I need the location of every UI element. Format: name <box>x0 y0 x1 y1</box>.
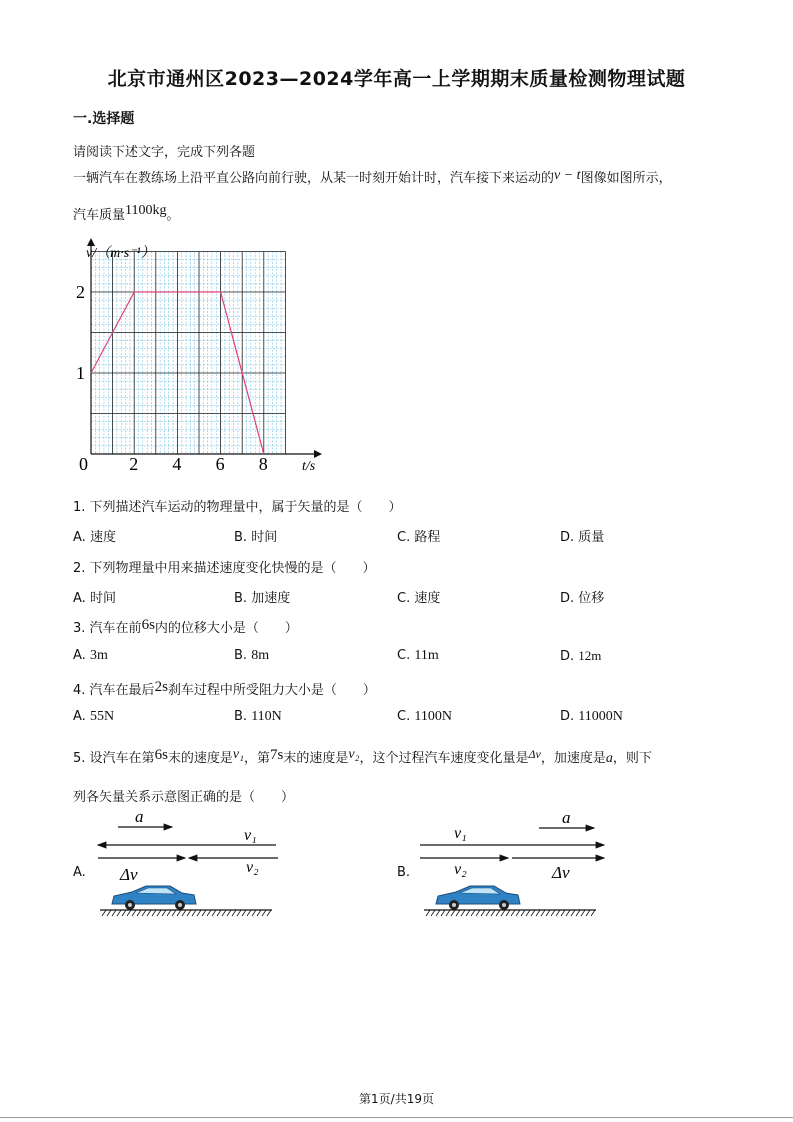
option-letter: C. <box>397 530 411 545</box>
page-title: 北京市通州区2023—2024学年高一上学期期末质量检测物理试题 <box>107 68 686 90</box>
v1-label: v₁ <box>244 827 257 844</box>
chart-y-label: v/（m·s⁻¹） <box>86 246 155 261</box>
v2-label: v₂ <box>246 859 259 876</box>
delta-v-label: Δv <box>552 863 570 882</box>
hatch-line <box>486 910 490 916</box>
option-letter: D. <box>560 530 575 545</box>
x-tick-label: 0 <box>79 454 88 474</box>
q1-option-a[interactable] <box>73 526 116 545</box>
v2-label: v₂ <box>454 861 467 878</box>
ground-hatch <box>102 910 271 916</box>
hatch-line <box>102 910 106 916</box>
option-text: 位移 <box>578 591 605 606</box>
q4-option-d[interactable] <box>560 709 623 725</box>
section-heading: 一.选择题 <box>73 111 135 127</box>
q4-option-b[interactable] <box>234 709 282 725</box>
hatch-line <box>591 910 595 916</box>
option-letter: D. <box>560 709 575 724</box>
question-number: 2. <box>73 561 86 576</box>
hatch-line <box>207 910 211 916</box>
hatch-line <box>511 910 515 916</box>
v1-label: v₁ <box>454 825 467 842</box>
option-letter: A. <box>73 591 86 606</box>
intro-line-3 <box>73 204 180 224</box>
option-text: 11m <box>414 648 439 663</box>
mass-value: 1100kg <box>125 203 167 218</box>
ground-hatch <box>426 910 595 916</box>
x-axis-arrow <box>314 450 322 458</box>
intro-line-1: 请阅读下述文字，完成下列各题 <box>73 145 256 160</box>
q1-option-d[interactable] <box>560 526 604 545</box>
y-tick-label: 1 <box>76 363 85 383</box>
hatch-line <box>456 910 460 916</box>
question-2 <box>73 557 376 576</box>
hatch-line <box>122 910 126 916</box>
hatch-line <box>451 910 455 916</box>
hatch-line <box>426 910 430 916</box>
hatch-line <box>212 910 216 916</box>
hatch-line <box>581 910 585 916</box>
hatch-line <box>132 910 136 916</box>
option-letter: A. <box>73 648 86 663</box>
question-stem: 设汽车在第 <box>89 751 155 766</box>
time-value: 7s <box>270 747 284 763</box>
hatch-line <box>167 910 171 916</box>
chart-axes <box>87 238 322 458</box>
question-stem: ，则下 <box>612 751 652 766</box>
option-text: 11000N <box>578 709 623 724</box>
hatch-line <box>566 910 570 916</box>
hatch-line <box>157 910 161 916</box>
option-letter: D. <box>560 591 575 606</box>
time-value: 6s <box>141 617 155 633</box>
q1-option-b[interactable] <box>234 526 277 545</box>
q2-option-b[interactable] <box>234 587 290 606</box>
question-stem: 下列物理量中用来描述速度变化快慢的是（ ） <box>89 561 376 576</box>
hatch-line <box>551 910 555 916</box>
x-tick-label: 6 <box>215 454 225 474</box>
hatch-line <box>571 910 575 916</box>
hatch-line <box>546 910 550 916</box>
hatch-line <box>262 910 266 916</box>
option-letter: C. <box>397 648 411 663</box>
q3-option-b[interactable] <box>234 648 269 664</box>
hatch-line <box>137 910 141 916</box>
option-letter: D. <box>560 649 575 664</box>
hatch-line <box>142 910 146 916</box>
question-stem: 内的位移大小是（ ） <box>154 621 298 636</box>
option-text: 速度 <box>89 530 116 545</box>
a-symbol: a <box>605 751 613 766</box>
question-stem: ，这个过程汽车速度变化量是 <box>359 751 529 766</box>
hatch-line <box>117 910 121 916</box>
option-letter: B. <box>234 648 248 663</box>
question-stem: 下列描述汽车运动的物理量中，属于矢量的是（ ） <box>89 500 402 515</box>
q4-option-c[interactable] <box>397 709 452 725</box>
x-tick-label: 4 <box>172 454 182 474</box>
question-stem: 汽车在最后 <box>89 683 155 698</box>
hatch-line <box>526 910 530 916</box>
question-number: 5. <box>73 751 86 766</box>
hatch-line <box>516 910 520 916</box>
question-5-line-2: 列各矢量关系示意图正确的是（ ） <box>73 790 295 805</box>
option-text: 1100N <box>414 709 452 724</box>
q3-option-a[interactable] <box>73 648 108 664</box>
option-letter: B. <box>234 530 248 545</box>
car-icon <box>436 886 520 910</box>
q3-option-c[interactable] <box>397 648 439 664</box>
q5-option-b-diagram[interactable] <box>412 808 612 928</box>
q2-option-c[interactable] <box>397 587 440 606</box>
hatch-line <box>576 910 580 916</box>
a-label: a <box>135 808 144 826</box>
option-text: 质量 <box>578 530 605 545</box>
hatch-line <box>162 910 166 916</box>
option-text: 12m <box>578 648 602 663</box>
q2-option-a[interactable] <box>73 587 116 606</box>
question-stem: 末的速度是 <box>167 751 233 766</box>
intro-line-2 <box>73 167 672 187</box>
option-letter: B. <box>234 591 248 606</box>
question-5 <box>73 747 652 767</box>
hatch-line <box>431 910 435 916</box>
hatch-line <box>227 910 231 916</box>
q1-option-c[interactable] <box>397 526 440 545</box>
option-letter: C. <box>397 709 411 724</box>
hatch-line <box>441 910 445 916</box>
hatch-line <box>491 910 495 916</box>
option-text: 路程 <box>414 530 441 545</box>
hatch-line <box>192 910 196 916</box>
car-icon <box>112 886 196 910</box>
hatch-line <box>182 910 186 916</box>
chart-x-label: t/s <box>302 459 316 474</box>
v1-symbol: v₁ <box>232 747 245 762</box>
intro-text: 一辆汽车在教练场上沿平直公路向前行驶，从某一时刻开始计时，汽车接下来运动的 <box>73 171 555 186</box>
hatch-line <box>187 910 191 916</box>
page-footer: 第1页/共19页 <box>359 1092 434 1106</box>
question-number: 3. <box>73 621 86 636</box>
q5-option-a-diagram[interactable] <box>88 808 288 928</box>
hatch-line <box>541 910 545 916</box>
hatch-line <box>107 910 111 916</box>
option-text: 速度 <box>414 591 441 606</box>
question-stem: 汽车在前 <box>89 621 142 636</box>
hatch-line <box>242 910 246 916</box>
bottom-rule <box>0 1117 793 1118</box>
vt-chart <box>70 236 330 476</box>
hatch-line <box>471 910 475 916</box>
intro-text: 图像如图所示， <box>580 171 672 186</box>
hatch-line <box>222 910 226 916</box>
option-text: 110N <box>251 709 282 724</box>
option-text: 8m <box>251 648 270 663</box>
q5-option-b-label[interactable]: B. <box>397 865 411 880</box>
option-letter: A. <box>73 530 86 545</box>
chart-ticks <box>76 282 268 474</box>
hatch-line <box>531 910 535 916</box>
hatch-line <box>481 910 485 916</box>
hatch-line <box>252 910 256 916</box>
hatch-line <box>232 910 236 916</box>
hatch-line <box>152 910 156 916</box>
question-1 <box>73 496 402 515</box>
hatch-line <box>501 910 505 916</box>
option-letter: C. <box>397 591 411 606</box>
option-text: 时间 <box>89 591 116 606</box>
time-value: 2s <box>154 679 168 695</box>
hatch-line <box>521 910 525 916</box>
question-number: 4. <box>73 683 86 698</box>
hatch-line <box>237 910 241 916</box>
hatch-line <box>446 910 450 916</box>
hatch-line <box>127 910 131 916</box>
option-text: 55N <box>89 709 115 724</box>
question-stem: ，第 <box>244 751 271 766</box>
question-stem: 刹车过程中所受阻力大小是（ ） <box>167 683 376 698</box>
hatch-line <box>217 910 221 916</box>
option-letter: B. <box>234 709 248 724</box>
question-number: 1. <box>73 500 86 515</box>
delta-v-symbol: Δv <box>528 747 541 761</box>
hatch-line <box>496 910 500 916</box>
delta-v-label: Δv <box>120 865 138 884</box>
hatch-line <box>247 910 251 916</box>
question-stem: ，加速度是 <box>540 751 606 766</box>
question-3 <box>73 617 298 637</box>
hatch-line <box>436 910 440 916</box>
option-text: 加速度 <box>251 591 291 606</box>
y-axis-arrow <box>87 238 95 246</box>
hatch-line <box>147 910 151 916</box>
y-tick-label: 2 <box>76 282 85 302</box>
intro-text: 。 <box>166 208 180 223</box>
option-letter: A. <box>73 709 86 724</box>
hatch-line <box>177 910 181 916</box>
x-tick-label: 8 <box>258 454 268 474</box>
hatch-line <box>506 910 510 916</box>
hatch-line <box>197 910 201 916</box>
q4-option-a[interactable] <box>73 709 114 725</box>
hatch-line <box>267 910 271 916</box>
hatch-line <box>461 910 465 916</box>
hatch-line <box>561 910 565 916</box>
hatch-line <box>466 910 470 916</box>
hatch-line <box>536 910 540 916</box>
intro-text: 汽车质量 <box>73 208 126 223</box>
hatch-line <box>556 910 560 916</box>
option-text: 3m <box>89 648 108 663</box>
hatch-line <box>257 910 261 916</box>
time-value: 6s <box>154 747 168 763</box>
v2-symbol: v₂ <box>348 747 360 762</box>
hatch-line <box>112 910 116 916</box>
hatch-line <box>172 910 176 916</box>
question-stem: 末的速度是 <box>283 751 349 766</box>
option-text: 时间 <box>251 530 278 545</box>
hatch-line <box>202 910 206 916</box>
x-tick-label: 2 <box>129 454 139 474</box>
hatch-line <box>586 910 590 916</box>
q2-option-d[interactable] <box>560 587 604 606</box>
q5-option-a-label[interactable]: A. <box>73 865 86 880</box>
vt-symbol: v − t <box>554 168 581 183</box>
hatch-line <box>476 910 480 916</box>
q3-option-d[interactable] <box>560 648 601 664</box>
a-label: a <box>562 808 571 827</box>
question-4 <box>73 679 376 699</box>
